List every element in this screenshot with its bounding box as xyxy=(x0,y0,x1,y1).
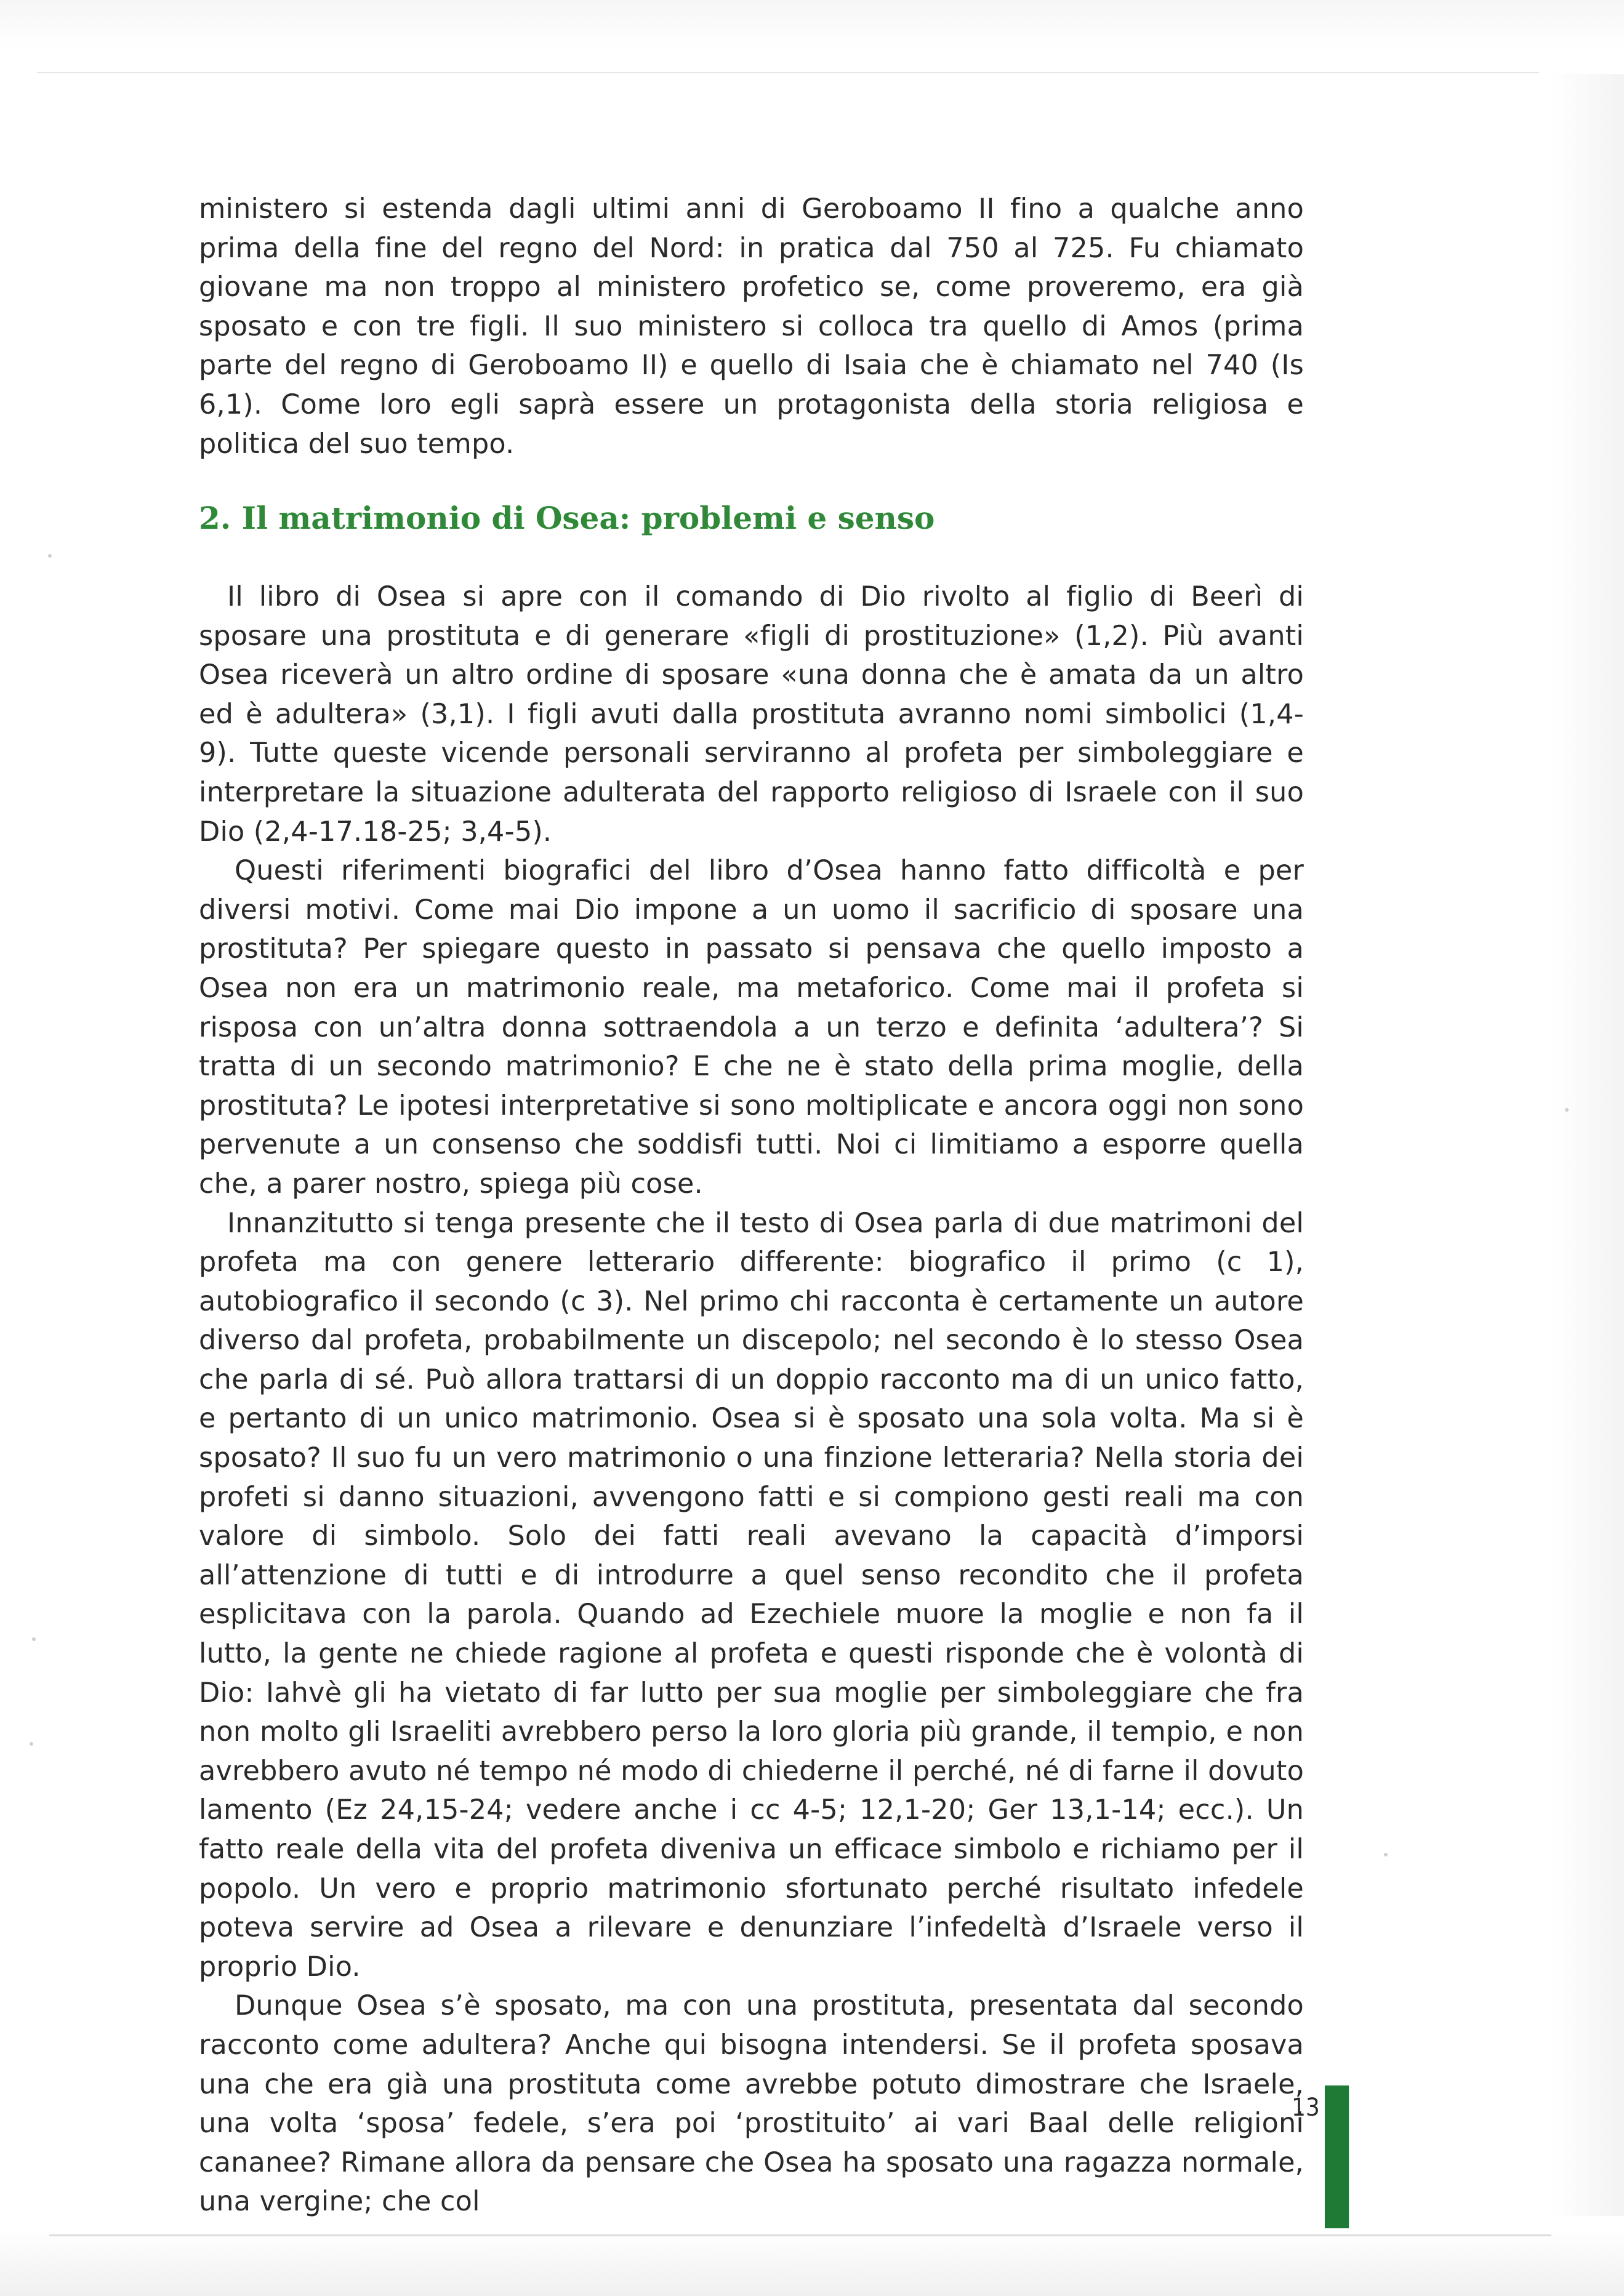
intro-text-block xyxy=(199,190,1304,464)
scan-edge-line-top xyxy=(37,72,1539,73)
page-shadow-top xyxy=(0,0,1624,49)
green-page-tab xyxy=(1325,2085,1349,2228)
body-paragraph: Dunque Osea s’è sposato, ma con una prostituta, presentata dal secondo racconto come adultera? Anche qui bisogna intendersi. Se il profeta sposava una che era già una prostituta come avrebbe potuto dimostrare che Israele, una volta ‘sposa’ fedele, s’era poi ‘prostituito’ ai vari Baal delle religioni cananee? Rimane allora da pensare che Osea ha sposato una ragazza normale, una vergine; che col xyxy=(199,1990,1304,2218)
body-paragraph: Questi riferimenti biografici del libro d’Osea hanno fatto difficoltà e per diversi motivi. Come mai Dio impone a un uomo il sacrificio di sposare una prostituta? Per spiegare questo in passato si pensava che quello imposto a Osea non era un matrimonio reale, ma metaforico. Come mai il profeta si risposa con un’altra donna sottraendola a un terzo e definita ‘adultera’? Si tratta di un secondo matrimonio? E che ne è stato della prima moglie, della prostituta? Le ipotesi interpretative si sono moltiplicate e ancora oggi non sono pervenute a un consenso che soddisfi tutti. Noi ci limitiamo a esporre quella che, a parer nostro, spiega più cose. xyxy=(199,855,1304,1200)
page-shadow-bottom xyxy=(0,2228,1624,2296)
scan-speck xyxy=(32,1637,36,1641)
scan-edge-line-bottom xyxy=(49,2234,1551,2236)
scan-speck xyxy=(1565,1108,1569,1112)
body-text-block xyxy=(199,577,1304,2222)
scan-speck xyxy=(48,554,52,558)
intro-paragraph: ministero si estenda dagli ultimi anni di Geroboamo II fino a qualche anno prima della fine del regno del Nord: in pratica dal 750 al 725. Fu chiamato giovane ma non troppo al ministero profetico se, come proveremo, era già sposato e con tre figli. Il suo ministero si colloca tra quello di Amos (prima parte del regno di Geroboamo II) e quello di Isaia che è chiamato nel 740 (Is 6,1). Come loro egli saprà essere un protagonista della storia religiosa e politica del suo tempo. xyxy=(199,193,1304,460)
body-paragraph: Innanzitutto si tenga presente che il testo di Osea parla di due matrimoni del profeta ma con genere letterario differente: biografico il primo (c 1), autobiografico il secondo (c 3). Nel primo chi racconta è certamente un autore diverso dal profeta, probabilmente un discepolo; nel secondo è lo stesso Osea che parla di sé. Può allora trattarsi di un doppio racconto ma di un unico fatto, e pertanto di un unico matrimonio. Osea si è sposato una sola volta. Ma si è sposato? Il suo fu un vero matrimonio o una finzione letteraria? Nella storia dei profeti si danno situazioni, avvengono fatti e si compiono gesti reali ma con valore di simbolo. Solo dei fatti reali avevano la capacità d’imporsi all’attenzione di tutti e di introdurre a quel senso recondito che il profeta esplicitava con la parola. Quando ad Ezechiele muore la moglie e non fa il lutto, la gente ne chiede ragione al profeta e questi risponde che è volontà di Dio: Iahvè gli ha vietato di far lutto per sua moglie per simboleggiare che fra non molto gli Israeliti avrebbero perso la loro gloria più grande, il tempio, e non avrebbero avuto né tempo né modo di chiederne il perché, né di farne il dovuto lamento (Ez 24,15-24; vedere anche i cc 4-5; 12,1-20; Ger 13,1-14; ecc.). Un fatto reale della vita del profeta diveniva un efficace simbolo e richiamo per il popolo. Un vero e proprio matrimonio sfortunato perché risultato infedele poteva servire ad Osea a rilevare e denunziare l’infedeltà d’Israele verso il proprio Dio. xyxy=(199,1207,1304,1983)
page-number: 13 xyxy=(1292,2093,1320,2122)
section-heading: 2. Il matrimonio di Osea: problemi e senso xyxy=(199,500,935,536)
scan-speck xyxy=(30,1742,33,1746)
scan-speck xyxy=(1384,1853,1388,1856)
body-paragraph: Il libro di Osea si apre con il comando di Dio rivolto al figlio di Beerì di sposare una prostituta e di generare «figli di prostituzione» (1,2). Più avanti Osea riceverà un altro ordine di sposare «una donna che è amata da un altro ed è adultera» (3,1). I figli avuti dalla prostituta avranno nomi simbolici (1,4- 9). Tutte queste vicende personali serviranno al profeta per simboleggiare e interpretare la situazione adulterata del rapporto religioso di Israele con il suo Dio (2,4-17.18-25; 3,4-5). xyxy=(199,581,1304,848)
page-shadow-right xyxy=(1550,74,1624,2216)
